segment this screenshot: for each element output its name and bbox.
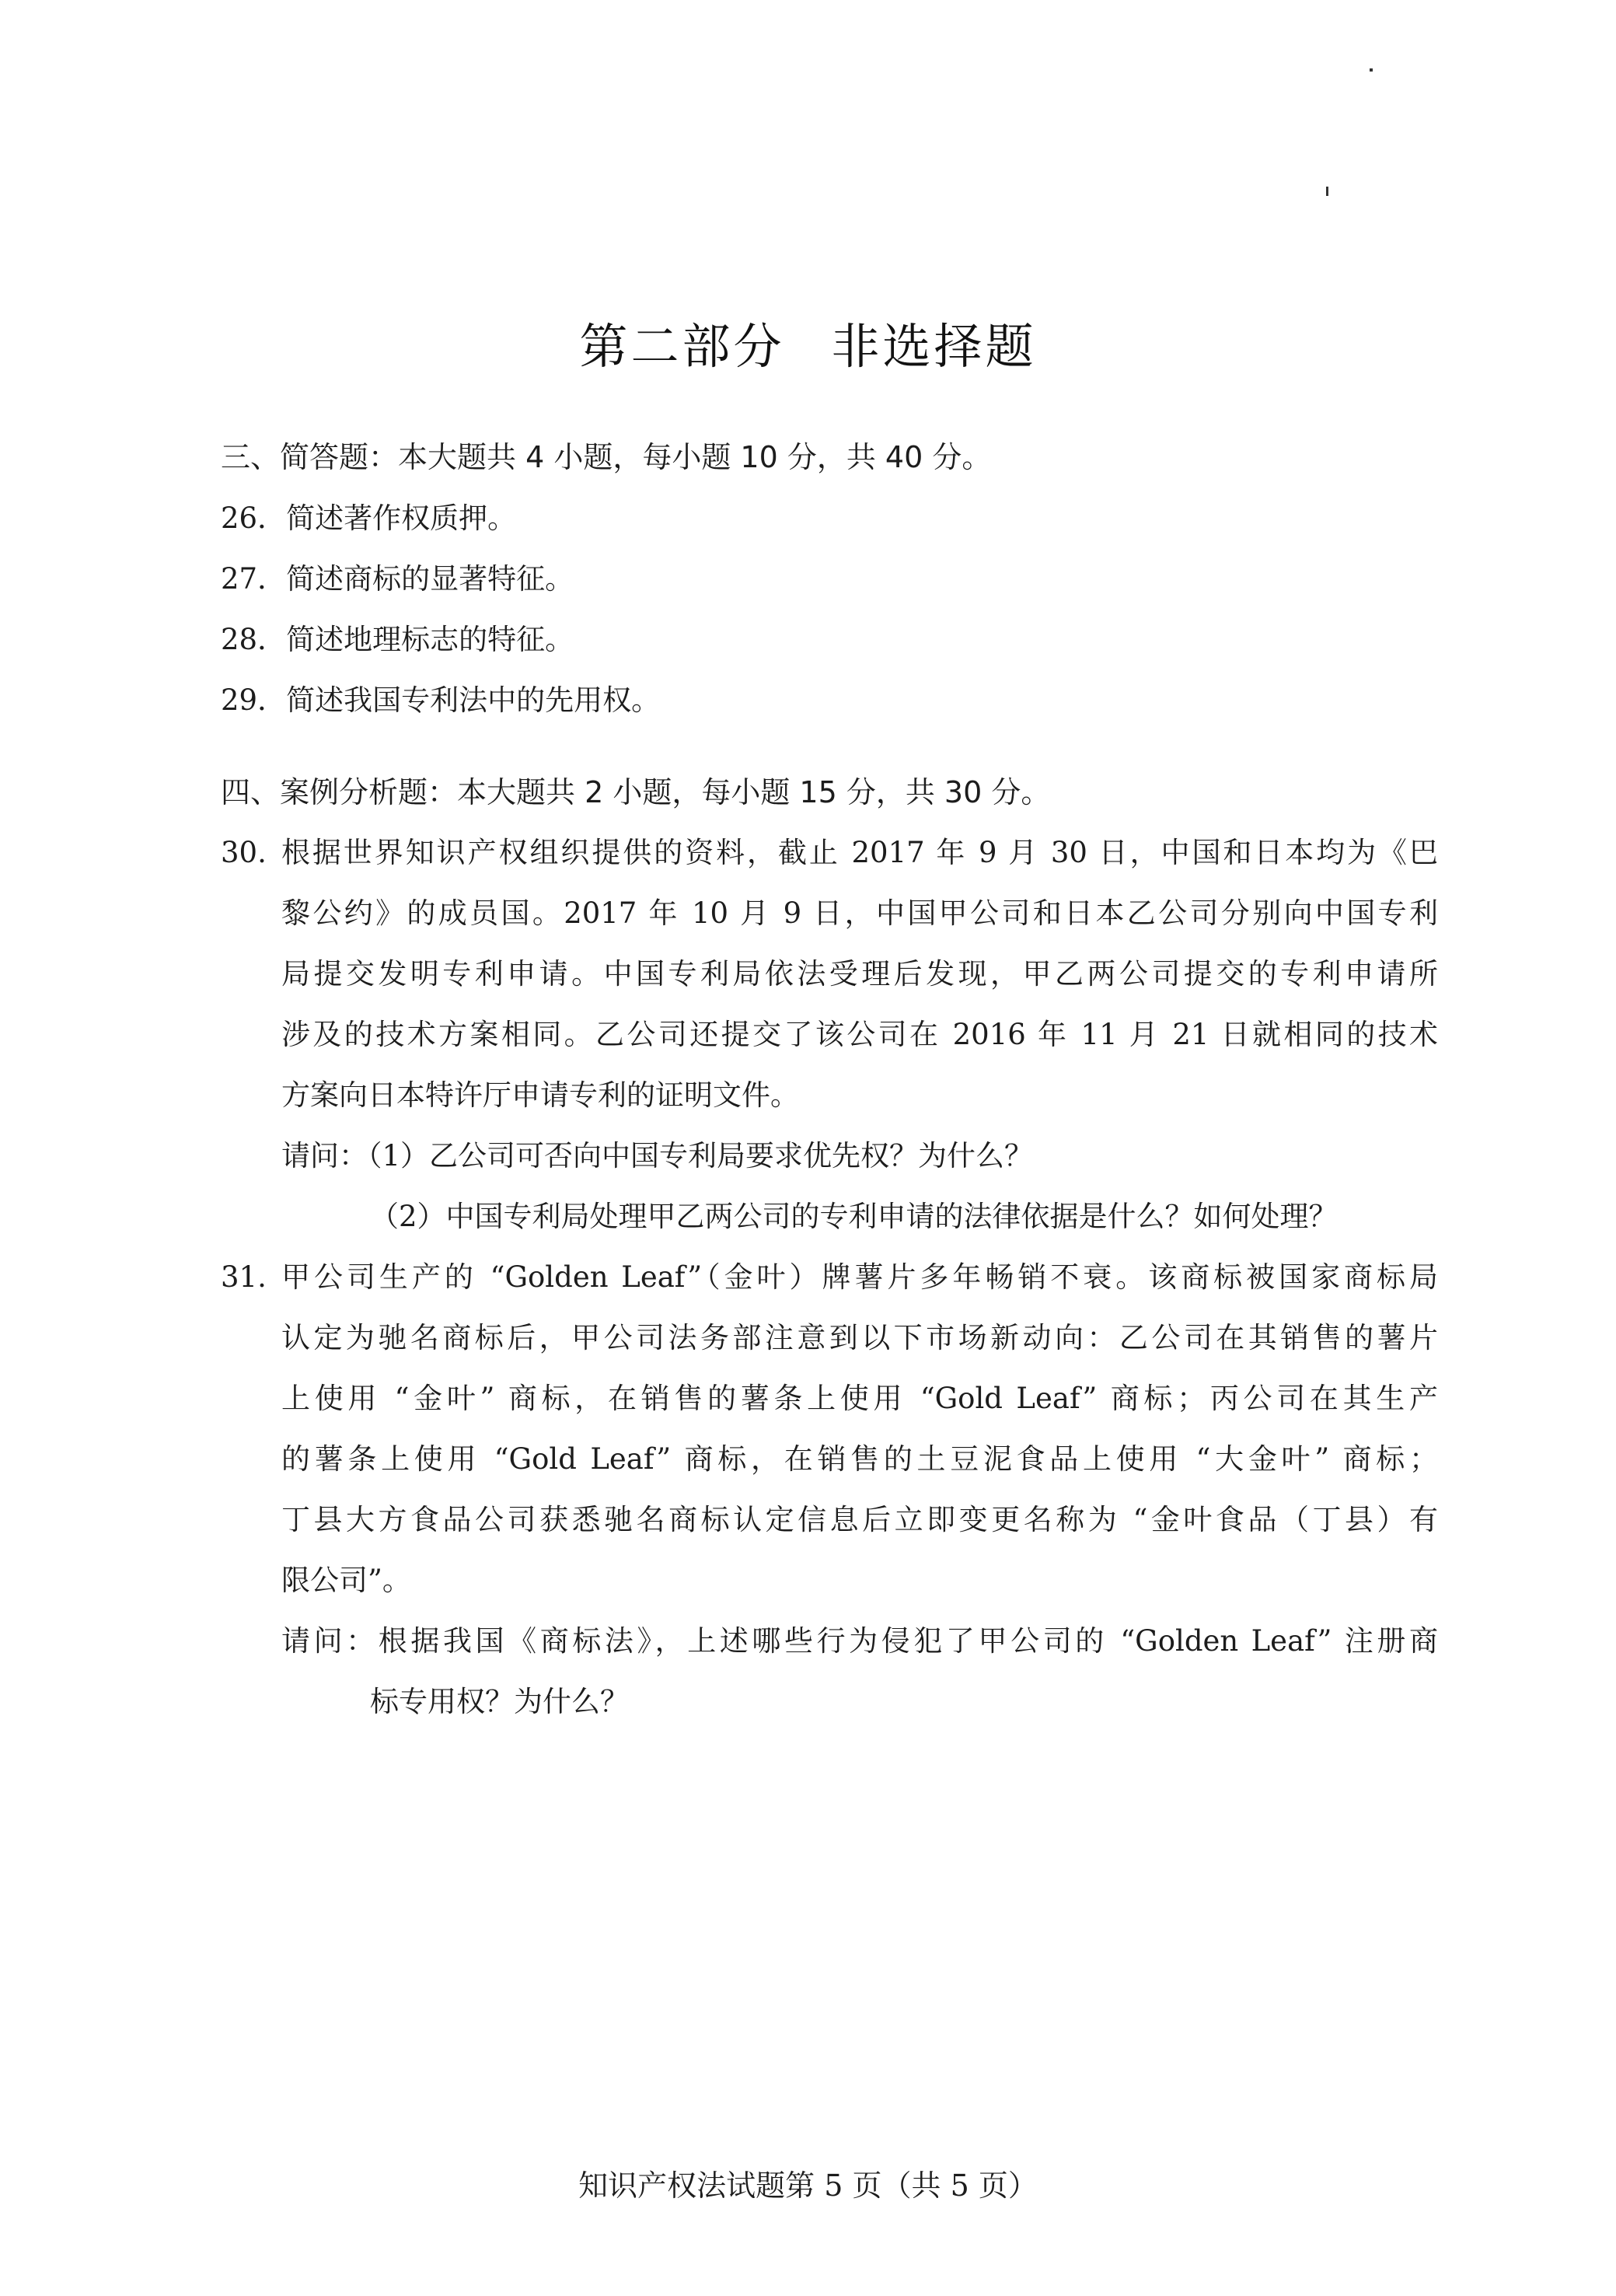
question-30-line: 涉及的技术方案相同。乙公司还提交了该公司在 2016 年 11 月 21 日就相同的技术: [281, 1018, 1438, 1051]
question-30-number: 30.: [221, 836, 267, 869]
question-31-line: 的薯条上使用 “Gold Leaf” 商标，在销售的土豆泥食品上使用 “大金叶” 商标；: [281, 1442, 1438, 1476]
title-part1: 第二部分: [579, 318, 785, 375]
question-29: 29．简述我国专利法中的先用权。: [221, 683, 661, 717]
question-27: 27．简述商标的显著特征。: [221, 562, 574, 596]
question-26: 26．简述著作权质押。: [221, 501, 517, 535]
question-30-line: 根据世界知识产权组织提供的资料，截止 2017 年 9 月 30 日，中国和日本均为《巴: [281, 836, 1438, 869]
page-footer: 知识产权法试题第 5 页（共 5 页）: [578, 2168, 1038, 2203]
question-30-ask-1: 请问：（1）乙公司可否向中国专利局要求优先权？为什么？: [281, 1139, 1034, 1172]
question-31-number: 31.: [221, 1260, 267, 1294]
question-31-line: 丁县大方食品公司获悉驰名商标认定信息后立即变更名称为 “金叶食品（丁县）有: [281, 1503, 1438, 1536]
page-title: [0, 308, 1616, 377]
question-31-line: 认定为驰名商标后，甲公司法务部注意到以下市场新动向：乙公司在其销售的薯片: [281, 1321, 1438, 1354]
question-28: 28．简述地理标志的特征。: [221, 623, 574, 656]
question-31-line: 甲公司生产的 “Golden Leaf”（金叶）牌薯片多年畅销不衰。该商标被国家商标局: [281, 1260, 1438, 1294]
question-31-line: 上使用 “金叶” 商标，在销售的薯条上使用 “Gold Leaf” 商标；丙公司在其生产: [281, 1382, 1438, 1415]
section3-heading: 三、简答题：本大题共 4 小题，每小题 10 分，共 40 分。: [221, 440, 992, 474]
scan-speck: [1370, 68, 1373, 72]
question-31-ask-1: 请问：根据我国《商标法》，上述哪些行为侵犯了甲公司的 “Golden Leaf” 注册商: [281, 1624, 1438, 1658]
scan-speck: [1326, 187, 1328, 196]
question-31-ask-2: 标专用权？为什么？: [370, 1685, 629, 1718]
section4-heading: 四、案例分析题：本大题共 2 小题，每小题 15 分，共 30 分。: [221, 775, 1051, 809]
title-part2: 非选择题: [831, 318, 1037, 375]
question-30-line: 黎公约》的成员国。2017 年 10 月 9 日，中国甲公司和日本乙公司分别向中国专利: [281, 896, 1438, 930]
question-30-line: 局提交发明专利申请。中国专利局依法受理后发现，甲乙两公司提交的专利申请所: [281, 957, 1438, 991]
question-30-ask-2: （2）中国专利局处理甲乙两公司的专利申请的法律依据是什么？如何处理？: [370, 1200, 1338, 1233]
question-31-line: 限公司”。: [281, 1564, 411, 1597]
question-30-line: 方案向日本特许厅申请专利的证明文件。: [281, 1078, 799, 1112]
